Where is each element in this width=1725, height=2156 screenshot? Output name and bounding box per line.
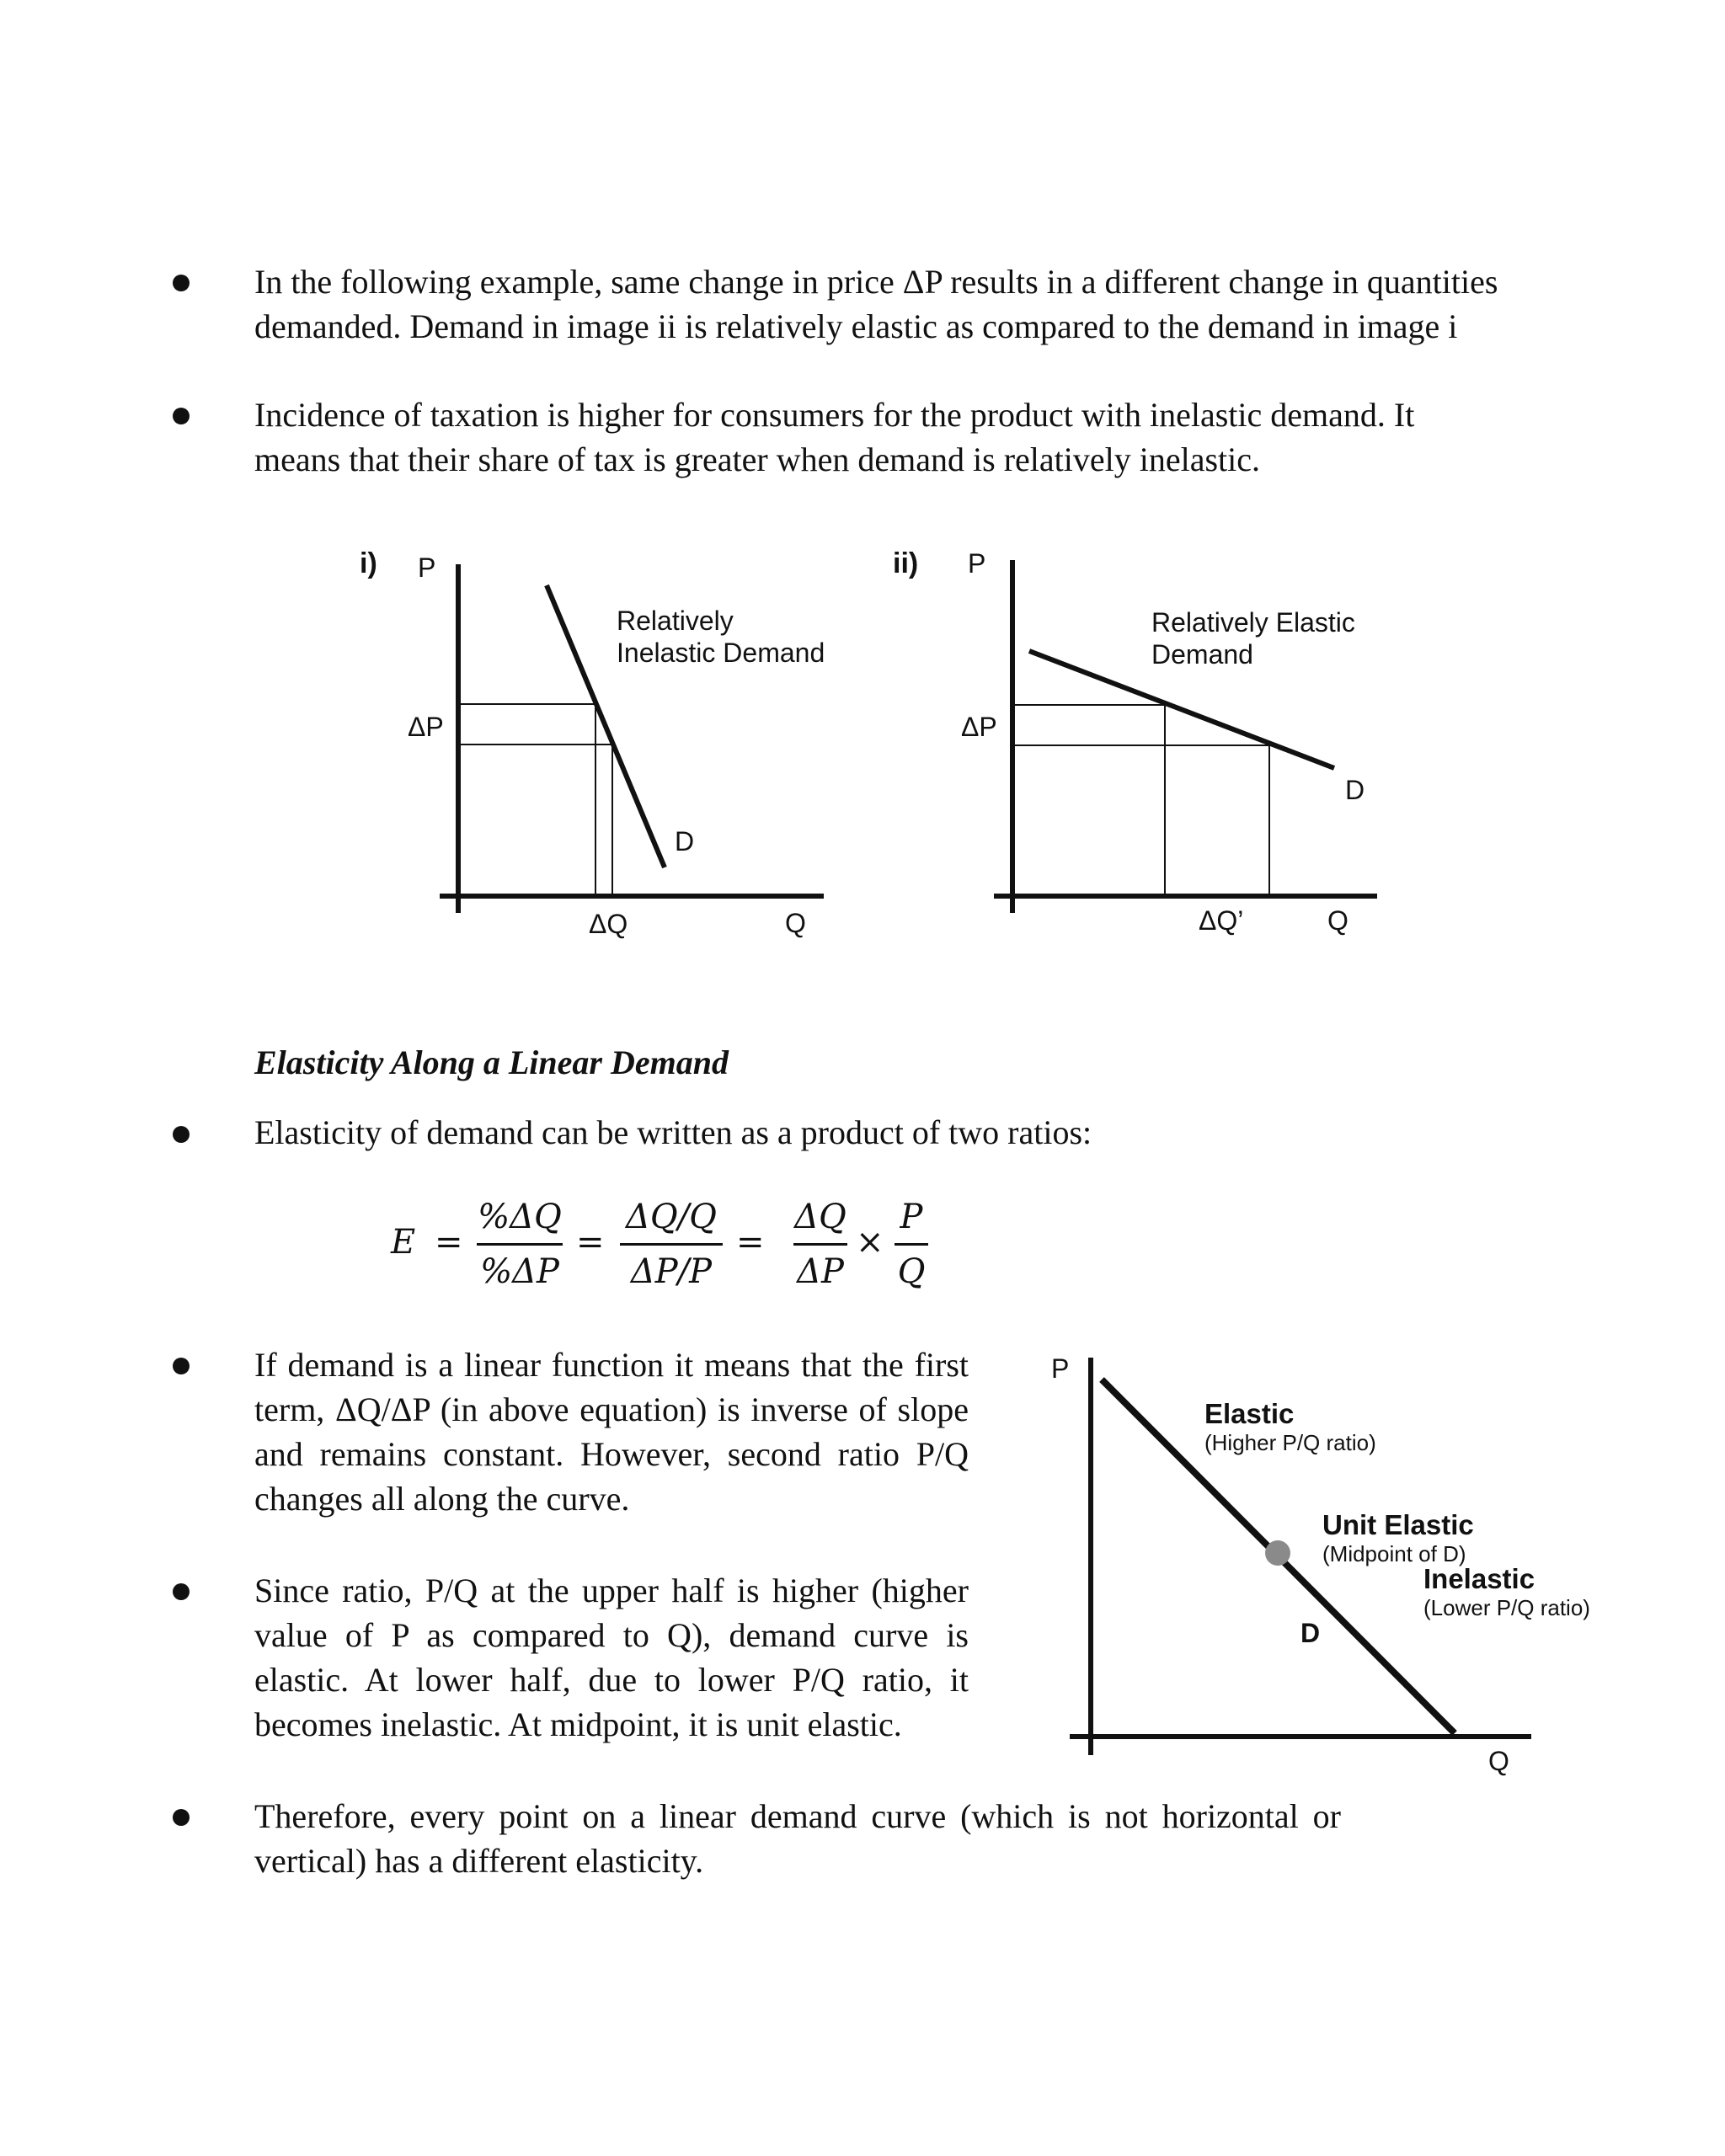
section-heading: Elasticity Along a Linear Demand (254, 1043, 729, 1081)
fraction-relative (620, 1198, 723, 1291)
equals-sign: = (576, 1223, 605, 1262)
curve-title-line-1: Relatively (617, 606, 734, 636)
fraction-price-quantity (895, 1198, 928, 1291)
fraction-slope-inverse (793, 1198, 847, 1291)
inelastic-label: Inelastic (1423, 1563, 1535, 1594)
numerator: %ΔQ (478, 1198, 562, 1236)
fraction-bar (793, 1243, 847, 1246)
delta-p-label: ΔP (961, 712, 997, 742)
midpoint-marker (1265, 1540, 1290, 1566)
diagram-ii-label: ii) (893, 547, 919, 579)
numerator: ΔQ/Q (626, 1198, 717, 1236)
p-axis-label: P (968, 548, 986, 579)
paragraph-conclusion: Therefore, every point on a linear demand curve (which is not horizontal or vertical) has a different elasticity. (254, 1797, 1341, 1880)
elastic-label: Elastic (1204, 1398, 1295, 1429)
denominator: Q (897, 1252, 926, 1291)
numerator: ΔQ (794, 1198, 846, 1236)
denominator: ΔP/P (630, 1252, 713, 1291)
paragraph-elasticity-ratios: Elasticity of demand can be written as a product of two ratios: (254, 1113, 1092, 1151)
elastic-note: (Higher P/Q ratio) (1204, 1430, 1376, 1455)
denominator: %ΔP (480, 1252, 559, 1291)
times-sign: × (856, 1223, 884, 1262)
fraction-bar (477, 1243, 563, 1246)
demand-label: D (675, 826, 695, 857)
paragraph-linear-function: If demand is a linear function it means that the first term, ΔQ/ΔP (in above equation) is inverse of slope and remains constant. However, second ratio P/Q changes all along the curve. (254, 1346, 969, 1518)
curve-title-line-1: Relatively Elastic (1151, 607, 1355, 638)
q-axis-label: Q (1488, 1746, 1509, 1776)
inelastic-note: (Lower P/Q ratio) (1423, 1595, 1590, 1620)
diagram-i-label: i) (360, 547, 377, 579)
curve-title-line-2: Inelastic Demand (617, 638, 825, 668)
demand-label: D (1300, 1618, 1321, 1648)
p-axis-label: P (1051, 1353, 1070, 1384)
equation-lhs: E (391, 1223, 416, 1262)
diagram-linear-demand-elasticity (1036, 1339, 1609, 1794)
bullet-marker (173, 1358, 190, 1374)
equals-sign: = (435, 1223, 463, 1262)
bullet-marker (173, 275, 190, 291)
numerator: P (900, 1198, 923, 1236)
delta-q-label: ΔQ (589, 909, 628, 939)
denominator: ΔP (797, 1252, 844, 1291)
diagram-elastic-demand (884, 539, 1407, 943)
fraction-bar (620, 1243, 723, 1246)
unit-elastic-label: Unit Elastic (1322, 1509, 1474, 1540)
delta-p-label: ΔP (408, 712, 444, 742)
demand-label: D (1345, 775, 1365, 805)
fraction-percent (477, 1198, 563, 1291)
q-axis-label: Q (785, 908, 806, 938)
delta-q-prime-label: ΔQ’ (1199, 905, 1244, 936)
bullet-marker (173, 1809, 190, 1826)
diagram-inelastic-demand (337, 539, 859, 943)
equals-sign: = (736, 1223, 765, 1262)
curve-title-line-2: Demand (1151, 639, 1253, 670)
unit-elastic-note: (Midpoint of D) (1322, 1541, 1466, 1566)
bullet-marker (173, 408, 190, 424)
bullet-marker (173, 1126, 190, 1143)
fraction-bar (895, 1243, 928, 1246)
bullet-marker (173, 1583, 190, 1600)
paragraph-price-change: In the following example, same change in price ΔP results in a different change in quantities demanded. Demand in image ii is relatively elastic as compared to the demand in image i (254, 263, 1498, 345)
q-axis-label: Q (1327, 905, 1348, 936)
paragraph-tax-incidence: Incidence of taxation is higher for consumers for the product with inelastic demand. It means that their share of tax is greater when demand is relatively inelastic. (254, 396, 1415, 478)
paragraph-pq-ratio: Since ratio, P/Q at the upper half is higher (higher value of P as compared to Q), demand curve is elastic. At lower half, due to lower P/Q ratio, it becomes inelastic. At midpoint, it is unit elastic. (254, 1572, 969, 1743)
p-axis-label: P (418, 552, 436, 583)
